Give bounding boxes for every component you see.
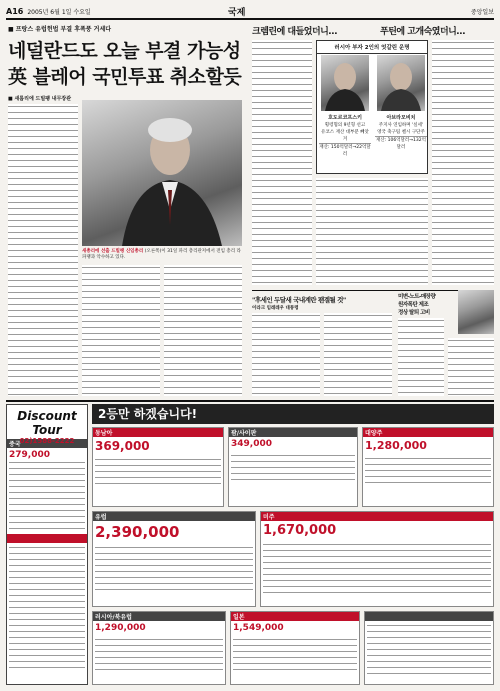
- main-body-col-3: [164, 265, 242, 396]
- tile-title: 동남아: [93, 428, 223, 437]
- china-price: 279,000: [9, 450, 50, 460]
- portrait-figure: [82, 100, 242, 246]
- person-a-desc: 횡령혐의 9년형 선고: [324, 123, 366, 128]
- photo-caption-title: 새총리에 선출 드빌팽 신임총리: [82, 249, 144, 254]
- photo-caption-text: (오른쪽)이 31일 파리 총리관저에서 전임 총리 라파랭과 악수하고 있다.: [82, 249, 241, 260]
- tile-price: 1,670,000: [263, 523, 337, 538]
- tile-price: 349,000: [231, 439, 272, 449]
- ad-subtitle: Discount Tour: [17, 409, 77, 437]
- ad-tile-russia[interactable]: [92, 611, 226, 685]
- tile-price: 1,290,000: [95, 623, 146, 633]
- third-body-1: [252, 313, 320, 396]
- main-body-col-2: [82, 265, 160, 396]
- tile-title: 괌/사이판: [229, 428, 357, 437]
- fourth-headline-2: 원자폭탄 제조: [398, 302, 429, 308]
- main-byline: ■ 새롬리에 드빌팽 내무장관: [8, 96, 72, 102]
- tile-price: 1,280,000: [365, 439, 427, 452]
- person-b-name: 아브라모비치: [386, 115, 416, 121]
- russia-body-mid: [316, 178, 428, 285]
- ad-tile-extra-header: [7, 534, 87, 543]
- tile-price: 2,390,000: [95, 523, 180, 541]
- russia-body-right: [432, 40, 494, 285]
- ad-tile-japan[interactable]: [230, 611, 360, 685]
- fourth-photo: [458, 290, 494, 334]
- tile-title: 일본: [231, 612, 359, 621]
- ad-tile-misc[interactable]: [364, 611, 494, 685]
- issue-date: 2005년 6월 1일 수요일: [27, 8, 91, 16]
- russia-body-left: [252, 40, 312, 285]
- fourth-body-1: [398, 318, 444, 396]
- russia-kicker-a: 크렘린에 대들었더니…: [252, 27, 337, 37]
- tile-price: 369,000: [95, 439, 150, 453]
- ad-rule: [6, 400, 494, 402]
- ad-tile-southeast-asia[interactable]: [92, 427, 224, 507]
- person-b-desc2: 영국 축구팀 첼시 구단주: [377, 130, 425, 135]
- tile-title: 대양주: [363, 428, 493, 437]
- person-a-desc2: 유코스 재산 대부분 빼앗겨: [321, 130, 369, 142]
- tile-title: 미주: [261, 512, 493, 521]
- fourth-body-2: [448, 338, 494, 396]
- ad-tile-europe[interactable]: [92, 511, 256, 607]
- person-b-info: [375, 115, 427, 151]
- main-body-col-1: [8, 104, 78, 396]
- person-b-wealth: 재산: 106억달러→132억달러: [376, 138, 426, 150]
- tile-price: 1,549,000: [233, 623, 284, 633]
- section-title: 국제: [228, 7, 246, 18]
- infobox-title: 러시아 부자 2인의 엇갈린 운명: [317, 41, 427, 54]
- main-headline-1: 네덜란드도 오늘 부결 가능성: [8, 40, 241, 62]
- person-a-info: [319, 115, 371, 158]
- person-a-name: 호도르코프스키: [328, 115, 362, 121]
- ad-phone: 02)1588-2222: [19, 437, 75, 445]
- main-headline-2: 英 블레어 국민투표 취소할듯: [8, 66, 242, 88]
- person-a-wealth: 재산: 150억달러→22억달러: [319, 145, 371, 157]
- tile-title: 유럽: [93, 512, 255, 521]
- main-kicker: ■ 프랑스 유럽헌법 부결 후폭풍 거세다: [8, 26, 112, 33]
- ad-left-lines: [9, 545, 85, 671]
- third-headline: "후세인 두달새 국내계란 팬겔될 것": [252, 296, 346, 304]
- tile-title: 러시아/북유럽: [93, 612, 225, 621]
- russia-infobox: [316, 40, 428, 174]
- paper-name: 중앙일보: [470, 8, 494, 16]
- ad-tile-china[interactable]: [7, 448, 87, 534]
- third-body-2: [324, 313, 392, 396]
- photo-caption: [82, 249, 242, 261]
- main-photo: [82, 100, 242, 246]
- page-header: [6, 4, 494, 18]
- ad-title-band: [92, 404, 494, 424]
- person-b-desc: 주지사 연임하며 '실세': [378, 123, 424, 128]
- header-rule: [6, 18, 494, 20]
- fourth-headline-3: 정상 탈퇴 고비: [398, 310, 430, 316]
- page-number: A16: [6, 6, 24, 16]
- ad-tile-guam[interactable]: [228, 427, 358, 507]
- ad-tile-oceania[interactable]: [362, 427, 494, 507]
- ad-left-column: [6, 404, 88, 685]
- tile-title: [365, 612, 493, 621]
- fourth-headline-1: 미변-노트-매장량: [398, 294, 436, 300]
- ad-title: 2등만 하겠습니다!: [98, 407, 198, 421]
- ad-tile-americas[interactable]: [260, 511, 494, 607]
- russia-kicker-b: 푸틴에 고개숙였더니…: [380, 27, 465, 37]
- person-b-photo: [377, 55, 425, 111]
- ad-tile-china-header: 중국: [7, 439, 87, 448]
- third-sub: 이라크 임레레우 대통령: [252, 306, 299, 311]
- person-a-photo: [321, 55, 369, 111]
